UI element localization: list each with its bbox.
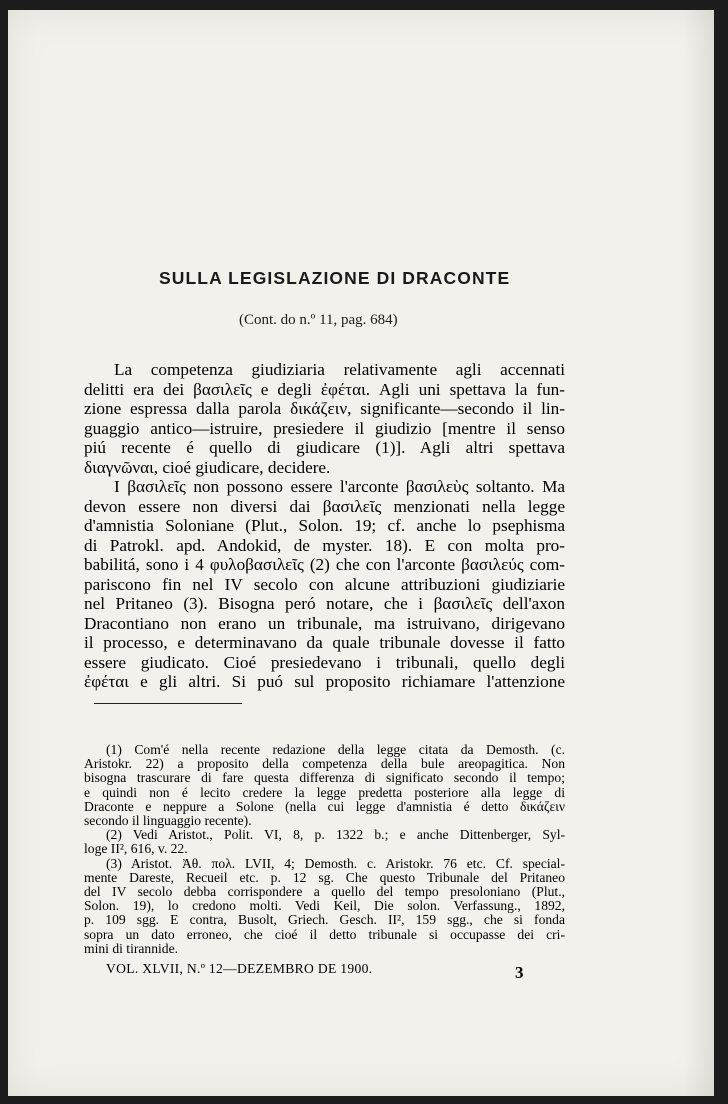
body-line: delitti era dei βασιλεῖς e degli ἐφέται. Agli uni spettava la fun- xyxy=(84,379,565,399)
body-line: La competenza giudiziaria relativamente agli accennati xyxy=(114,360,565,379)
footnote-line: (3) Aristot. Ἀθ. πολ. LVII, 4; Demosth. c. Aristokr. 76 etc. Cf. special- xyxy=(106,855,565,871)
body-line: devon essere non diversi dai βασιλεῖς menzionati nella legge xyxy=(84,496,565,516)
body-line: I βασιλεῖς non possono essere l'arconte βασιλεὺς soltanto. Ma xyxy=(114,477,565,496)
footnote-line: (2) Vedi Aristot., Polit. VI, 8, p. 1322 b.; e anche Dittenberger, Syl- xyxy=(106,827,565,843)
body-line: d'amnistia Soloniane (Plut., Solon. 19; cf. anche lo psephisma xyxy=(84,516,565,535)
footnotes xyxy=(84,743,565,956)
article-title: SULLA LEGISLAZIONE DI DRACONTE xyxy=(159,268,511,288)
footnote-line: Aristokr. 22) a proposito della competenza della bule areopagitica. Non xyxy=(84,756,565,772)
footnote-line: bisogna trascurare di fare questa differenza di significato secondo il tempo; xyxy=(84,770,565,786)
footnote-line: del IV secolo debba corrispondere a quello del tempo presoloniano (Plut., xyxy=(84,884,565,900)
signature-number: 3 xyxy=(515,963,524,982)
body-line: διαγνῶναι, cioé giudicare, decidere. xyxy=(84,457,331,477)
footnote-line: loge II², 616, v. 22. xyxy=(84,841,188,857)
footnote-line: p. 109 sgg. E contra, Busolt, Griech. Gesch. II², 159 sgg., che si fonda xyxy=(84,912,565,928)
footnote-line: Draconte e neppure a Solone (nella cui legge d'amnistia é detto δικάζειν xyxy=(84,798,565,814)
body-text xyxy=(84,360,565,692)
body-line: babilitá, sono i 4 φυλοβασιλεῖς (2) che con l'arconte βασιλεύς com- xyxy=(84,555,565,574)
body-line: guaggio antico—istruire, presiedere il giudizio [mentre il senso xyxy=(84,418,565,438)
scanned-page xyxy=(8,10,714,1096)
body-line: Dracontiano non erano un tribunale, ma istruivano, dirigevano xyxy=(84,613,565,633)
body-line: ἐφέται e gli altri. Si puó sul proposito richiamare l'attenzione xyxy=(84,672,565,691)
body-line: il processo, e determinavano da quale tribunale dovesse il fatto xyxy=(84,633,565,652)
footnote-line: (1) Com'é nella recente redazione della legge citata da Demosth. (c. xyxy=(106,742,565,757)
footnote-line: mente Dareste, Recueil etc. p. 12 sg. Che questo Tribunale del Pritaneo xyxy=(84,869,565,885)
footnote-line: Solon. 19), lo credono molti. Vedi Keil, Die solon. Verfassung., 1892, xyxy=(84,898,565,914)
footnote-divider xyxy=(94,703,242,704)
continuation-note: (Cont. do n.º 11, pag. 684) xyxy=(239,312,398,328)
footnote-line: sopra un dato erroneo, che cioé il detto tribunale si occupasse dei cri- xyxy=(84,926,565,942)
page-edge-shadow xyxy=(684,10,714,1096)
body-line: pariscono fin nel IV secolo con alcune attribuzioni giudiziarie xyxy=(84,574,565,594)
volume-footer: VOL. XLVII, N.º 12—DEZEMBRO DE 1900. xyxy=(106,961,373,976)
footnote-line: mini di tirannide. xyxy=(84,940,179,956)
body-line: essere giudicato. Cioé presiedevano i tribunali, quello degli xyxy=(84,652,565,672)
footnote-line: e quindi non é lecito credere la legge predetta posteriore alla legge di xyxy=(84,784,565,800)
body-line: nel Pritaneo (3). Bisogna peró notare, che i βασιλεῖς dell'axon xyxy=(84,594,565,613)
body-line: di Patrokl. apd. Andokid, de myster. 18). E con molta pro- xyxy=(84,535,565,555)
body-line: zione espressa dalla parola δικάζειν, significante—secondo il lin- xyxy=(84,399,565,418)
body-line: piú recente é quello di giudicare (1)]. Agli altri spettava xyxy=(84,438,565,457)
footnote-line: secondo il linguaggio recente). xyxy=(84,813,252,829)
